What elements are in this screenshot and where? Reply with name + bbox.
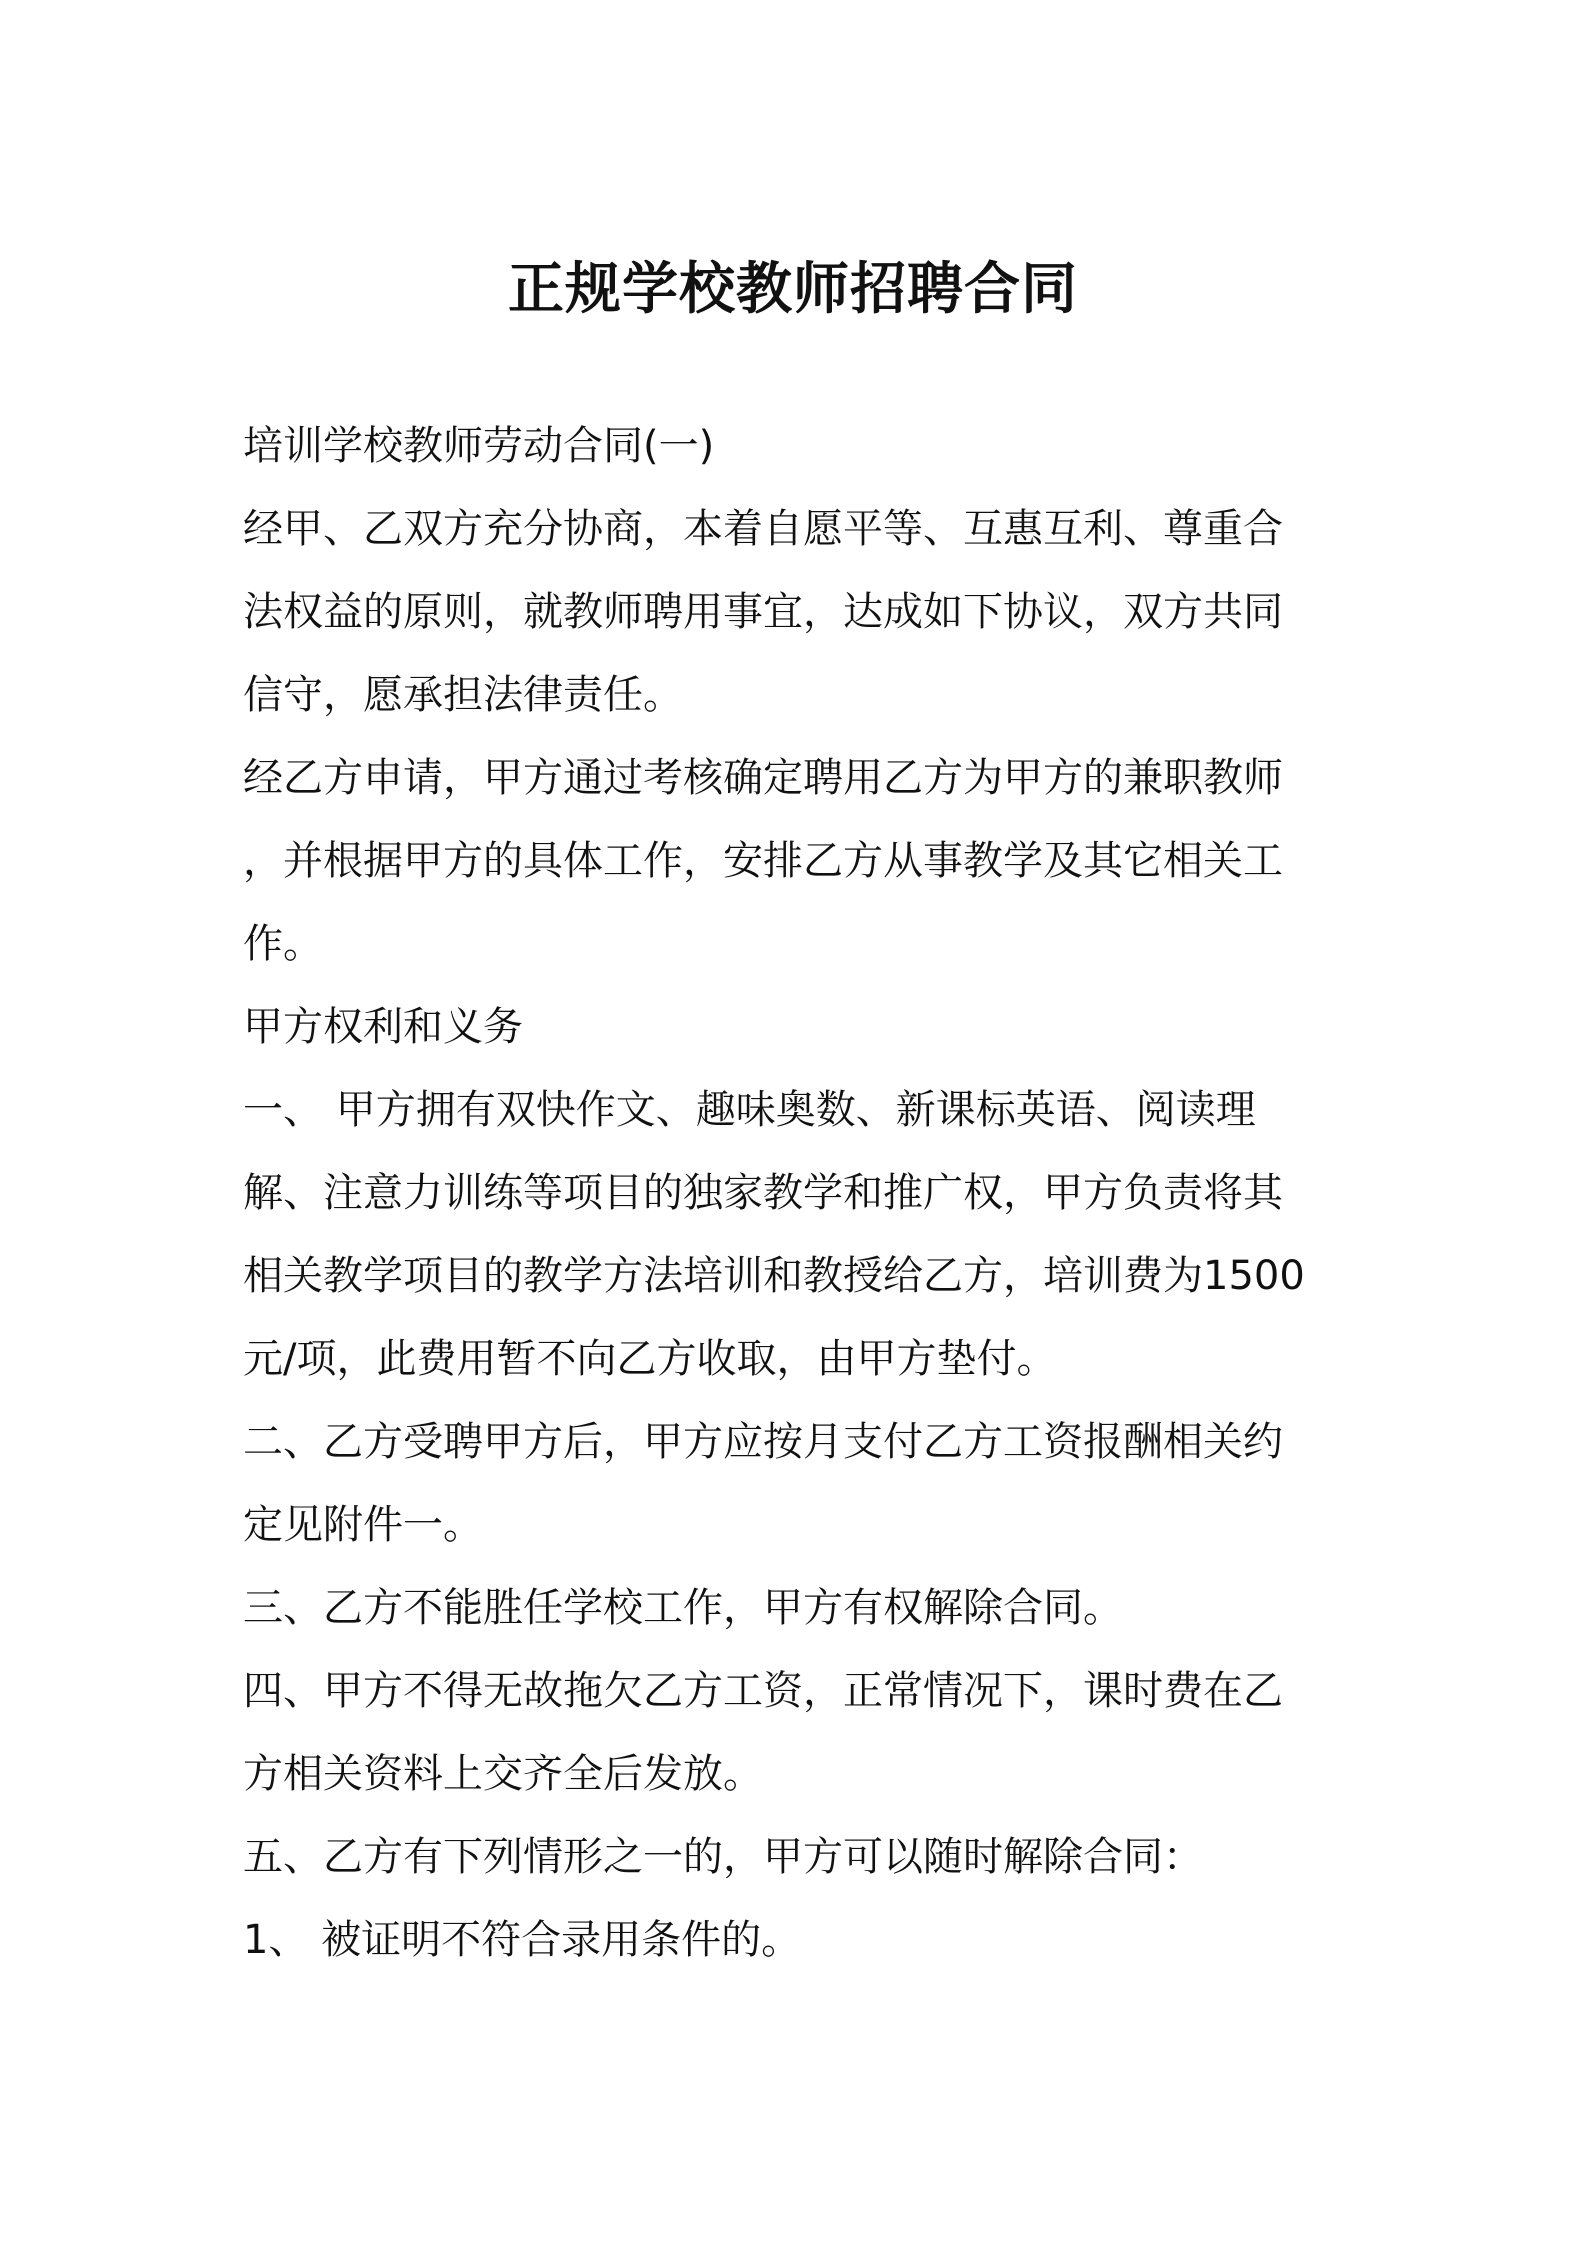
subtitle-line: 培训学校教师劳动合同(一) <box>243 423 715 469</box>
clause-line: 方相关资料上交齐全后发放。 <box>243 1751 763 1797</box>
clause-line: 五、乙方有下列情形之一的，甲方可以随时解除合同： <box>243 1834 1203 1880</box>
clause-line: 元/项，此费用暂不向乙方收取，由甲方垫付。 <box>243 1336 1057 1382</box>
list-item-line: 1、 被证明不符合录用条件的。 <box>243 1917 802 1963</box>
clause-line: 一、 甲方拥有双快作文、趣味奥数、新课标英语、阅读理 <box>243 1087 1256 1133</box>
clause-line: 相关教学项目的教学方法培训和教授给乙方，培训费为1500 <box>243 1253 1305 1299</box>
paragraph-line: 作。 <box>243 921 323 967</box>
paragraph-line: ，并根据甲方的具体工作，安排乙方从事教学及其它相关工 <box>243 838 1283 884</box>
paragraph-line: 法权益的原则，就教师聘用事宜，达成如下协议，双方共同 <box>243 589 1283 635</box>
clause-line: 二、乙方受聘甲方后，甲方应按月支付乙方工资报酬相关约 <box>243 1419 1283 1465</box>
clause-line: 三、乙方不能胜任学校工作，甲方有权解除合同。 <box>243 1585 1123 1631</box>
clause-line: 定见附件一。 <box>243 1502 483 1548</box>
paragraph-line: 经乙方申请，甲方通过考核确定聘用乙方为甲方的兼职教师 <box>243 755 1283 801</box>
clause-line: 解、注意力训练等项目的独家教学和推广权，甲方负责将其 <box>243 1170 1283 1216</box>
clause-line: 四、甲方不得无故拖欠乙方工资，正常情况下，课时费在乙 <box>243 1668 1283 1714</box>
document-title: 正规学校教师招聘合同 <box>508 257 1078 322</box>
document-body <box>243 405 1353 1982</box>
section-heading: 甲方权利和义务 <box>243 1004 523 1050</box>
paragraph-line: 信守，愿承担法律责任。 <box>243 672 683 718</box>
paragraph-line: 经甲、乙双方充分协商，本着自愿平等、互惠互利、尊重合 <box>243 506 1283 552</box>
